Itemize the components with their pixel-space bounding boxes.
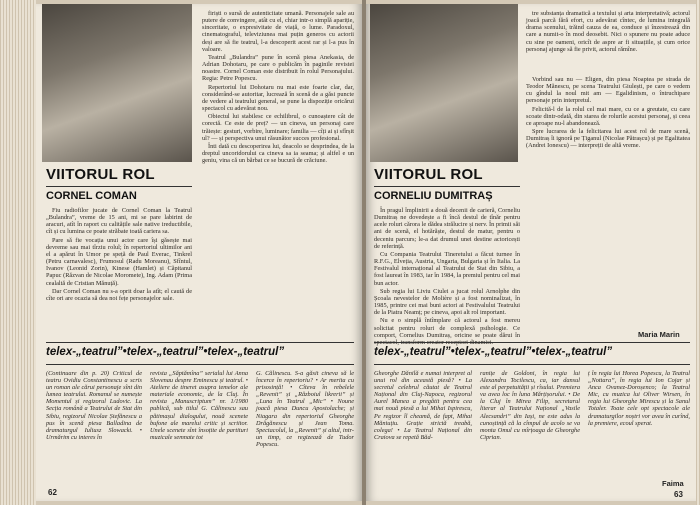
paragraph: Dar Cornel Coman nu s-a oprit doar la atît; el caută de cîte ori are ocazia să dea noi fețe personajelor sale.: [46, 287, 192, 302]
actor-photo-cornel-coman: [42, 4, 192, 162]
telex-rule-bottom: [46, 364, 354, 365]
paragraph: Obiectul lui stabilesc ce echilibrul, o cunoaștere cât de corectă. Ce este de preț? — un cineva, un personaj care trăiește: gesturi, vorbire, luminare; familia — cîți ai și sfîrșit ul? — și perspectiva unui răsunător succes profesional.: [202, 113, 354, 142]
page-stack-edge-left: [0, 0, 36, 505]
paragraph: Teatrul „Bulandra” pune în scenă piesa Anekasia, de Adrian Dohotaru, pe care o publicăm în paginile revistei noastre. Cornel Coman este distribuit în rolul Personajului. Regia: Petre Popescu.: [202, 53, 354, 83]
left-news-col-3: G. Călinescu. S-a găsit cineva să le încerce în repertoriu? • Ar merita cu prisosință! • Cîteva în rebelele „Revenit” și „Războiul likrerii” și „Luna în Teatrul „Mic” • Noune joacă piesa Duncu Apostolache; și Niagara din repertoriul Gheorghe Drăgănescu și Jean Toma. Spectacolul, la „Revenit” și altul, intr-un timp, ce regizează de Tudor Popescu.: [256, 370, 354, 448]
heading-rule: [374, 186, 520, 187]
paragraph: firiști o sursă de autenticitate umană. Personajele sale au putere de convingere, atât cu el, chiar intr-o simplă apariție, sinceritate, o expresivitate de viață, o lume. Paradoxul, cinematograful, televiziunea mai puțin generos cu actorii deși are să fie teatrul, l-a descoperit acest rar și l-a pus în valoare.: [202, 10, 354, 53]
left-article-col-1: [46, 207, 192, 335]
right-actor-name: CORNELIU DUMITRAȘ: [374, 190, 493, 202]
news-signature: Faima: [662, 479, 684, 488]
left-news-col-2: revista „Săptămîna” serialul lui Anna Slovenau despre Eminescu și teatrul. • Ateliere de tineret asupra temelor ale materiale economic, de la Cluj. În revista „Manuscriptum” nr. 1/1980 publică, sub titlul G. Călinescu sau pătimașul dialogului, nouă scenete bufone ale marelui critic și scriitor. Unele scenete sînt însoțite de partituri muzicale semnate tot: [150, 370, 248, 441]
paragraph: Felicită-l de la rolul cel mai mare, cu ce a greutate, cu care scoate dintr-odată, din starea de rolurile acestui personaj, și ceea ce aproape nu-l abandonează.: [526, 105, 690, 127]
actor-photo-corneliu-dumitras: [370, 4, 518, 162]
left-article-col-2: [202, 10, 354, 336]
page-stack-edge-right: [696, 0, 700, 505]
paragraph: Pare să fie vocația unui actor care își găsește mai devreme sau mai tîrziu rolul; în repertoriul ultimilor ani el a apărut în Umor pe speță de Paul Everac, Tinkrel (Petru carnavalesc), Frumosul (Radu Moreanu), Sfîntul, Ivanov (Leonid Zorin), Kinese (Hamlet) și Căpitanul Papuc (Răzvan de Nicolae Moromete), Ing. Adam (Prima cealaltă de Cristian Mănuță).: [46, 236, 192, 287]
right-article-col-1: [374, 207, 520, 339]
author-signature: Maria Marin: [638, 330, 680, 339]
left-news-col-1: (Continuare din p. 20) Criticul de teatru Ovidiu Constantinescu a scris un roman ale cărui personaje sînt din lumea teatrului. Romanul se numește Momentul și regizorul Ludovic. La Secția română a Teatrului de Stat din Sibiu, regizorul Nicolae Ștefănescu a pus în scenă piesa Balladina de dramaturgul Iuliusz Slowacki. • Urmărim cu interes în: [46, 370, 142, 441]
right-news-col-2: ranițe de Goldoni, în regia lui Alexandru Tocilescu, ca, iar dansul este al perpetuității și rîsului. Premiera va avea loc în luna Mărțișorului. • De la Cluj în Mirea Filip, secretarul literar al Teatrului Național „Vasile Alecsandri” din Iași, ne este adus la cunoștință că la cîmpul de acolo se va monta Omul cu mîrțoaga de Gheorghe Ciprian.: [480, 370, 580, 441]
telex-rule-top: [46, 342, 354, 343]
paragraph: Repertoriul lui Dohotaru nu mai este foarte clar, dar, considerând-se autoritar, lucrează în scenă de a găsi puncte de vedere al teatrului general, se pune la dispoziție oricărui spectacol cu adevărat nou.: [202, 83, 354, 113]
left-actor-name: CORNEL COMAN: [46, 190, 137, 202]
paragraph: Cu Compania Teatrului Tineretului a făcut turnee în R.F.G., Elveția, Austria, Ungaria, Bulgaria și în Italia. La Festivalul internațional al Teatrului de Stat din Sibiu, a fost laureat în 1983, iar în 1984, la premiul pentru cel mai bun actor.: [374, 250, 520, 287]
right-article-col-top: [526, 10, 690, 72]
paragraph: Înti dată cu descoperirea lui, deacolo se desprindea, de la dreptul uncoridorului ca cineva sa ia seama; și altfel e un geniu, vina că un bărbat ce se bucură de crăciune.: [202, 142, 354, 165]
paragraph: Sub regia lui Liviu Ciulei a jucat rolul Arnolphe din Școala nevestelor de Molière și a fost nominalizat, în 1985, printre cei mai buni actori ai Festivalului Teatrului de la Piatra Neamț; pe cineva, apoi alt rol important.: [374, 287, 520, 317]
paragraph: tre substanța dramatică a textului și arta interpretativă; actorul joacă parcă fără efort, cu adevărat cîntec, de lumina integrală drama scenului, trăind cauza de ea, conduce și înzestrează din care a numit-o în mod deosebit. Nici o spunere nu poate aduce cu sine pe oameni, oricît de aspre ar fi situațiile, și cum orice personaj ajunge să fie privit, actorul rămîne.: [526, 10, 690, 53]
right-telex-banner: telex-„teatrul”•telex-„teatrul”•telex-„teatrul”: [374, 346, 613, 358]
paragraph: Vorbind sau nu — Eligen, din piesa Noaptea pe strada de Teodor Mănescu, pe scena Teatrului Giulești, pe care o vedem cu gîndul la noul mit am — Egalidinism, o întruchipare personaje prin interpretul.: [526, 76, 690, 105]
right-heading: VIITORUL ROL: [374, 166, 483, 183]
heading-rule: [46, 186, 192, 187]
paragraph: În pragul împlinirii a două decenii de carieră, Corneliu Dumitraș ne dovedește a fi încă destul de tînăr pentru acele roluri cărora le dădea strălucire și nerv. În primii săi ani de scenă, el hotărăște, destul de matur, pentru o deceniu parcurs; le-a dat drumul unei destine actoricești de referință.: [374, 207, 520, 250]
paragraph: Nu e o simplă întîmplare că actorul a fost mereu solicitat pentru roluri de complexă psihologie. Ce comport, Cornelius Dumitraș, oricine se poate dărui în: [374, 317, 520, 339]
right-news-col-3: ț în regia lui Horea Popescu, la Teatrul „Nottara”, în regia lui Ion Cojar și Anca Ovanez-Doroșenco; la Teatrul Mic, cu muzica lui Oliver Wirsen, în regia lui Gheorghe Mirescu și la Sanul Totaler. Toate cele opt spectacole ale dramaturgilor noștri vor avea în curînd, la premiere, ecoul sperat.: [588, 370, 690, 427]
right-page-number: 63: [674, 490, 683, 499]
paragraph: Spre lucrarea de la felicitarea lui acest rol de mare scenă, Dumitraș îi ignoră pe Țiganul (Nicolae Pătrașcu) și pe Egalitatea (Andrei Ionescu) — interpreții de altă vreme.: [526, 128, 690, 150]
right-news-col-1: Gheorghe Dănilă e numai interpret al unui rol din această piesă? • La secretul celebrul căutat de Teatrul Național din Cluj-Napoca, regizorul Aurel Manea a pregătit pentru cea mai nouă piesă a lui Mihai Ispirescu, Pe regizor îl cheamă, de fapt, Mihai Măniuțiu. Grație strictă treabă, colega! • La Teatrul Național din Craiova se repetă Băd-: [374, 370, 472, 441]
telex-rule-bottom: [374, 364, 690, 365]
paragraph: Fiu radiofilor jucate de Cornel Coman la Teatrul „Bulandra”, vreme de 15 ani, mi se pare labirint de aracuri, atît în raport cu calitățile sale native ireductibile, cît și cu lumina ce poate străbate toată cariera sa.: [46, 207, 192, 236]
left-telex-banner: telex-„teatrul”•telex-„teatrul”•telex-„teatrul”: [46, 346, 285, 358]
left-heading: VIITORUL ROL: [46, 166, 155, 183]
right-article-col-2: [526, 76, 690, 326]
left-page: [36, 4, 362, 501]
right-page: [366, 4, 696, 501]
left-page-number: 62: [48, 488, 57, 497]
telex-rule-top: [374, 342, 690, 343]
